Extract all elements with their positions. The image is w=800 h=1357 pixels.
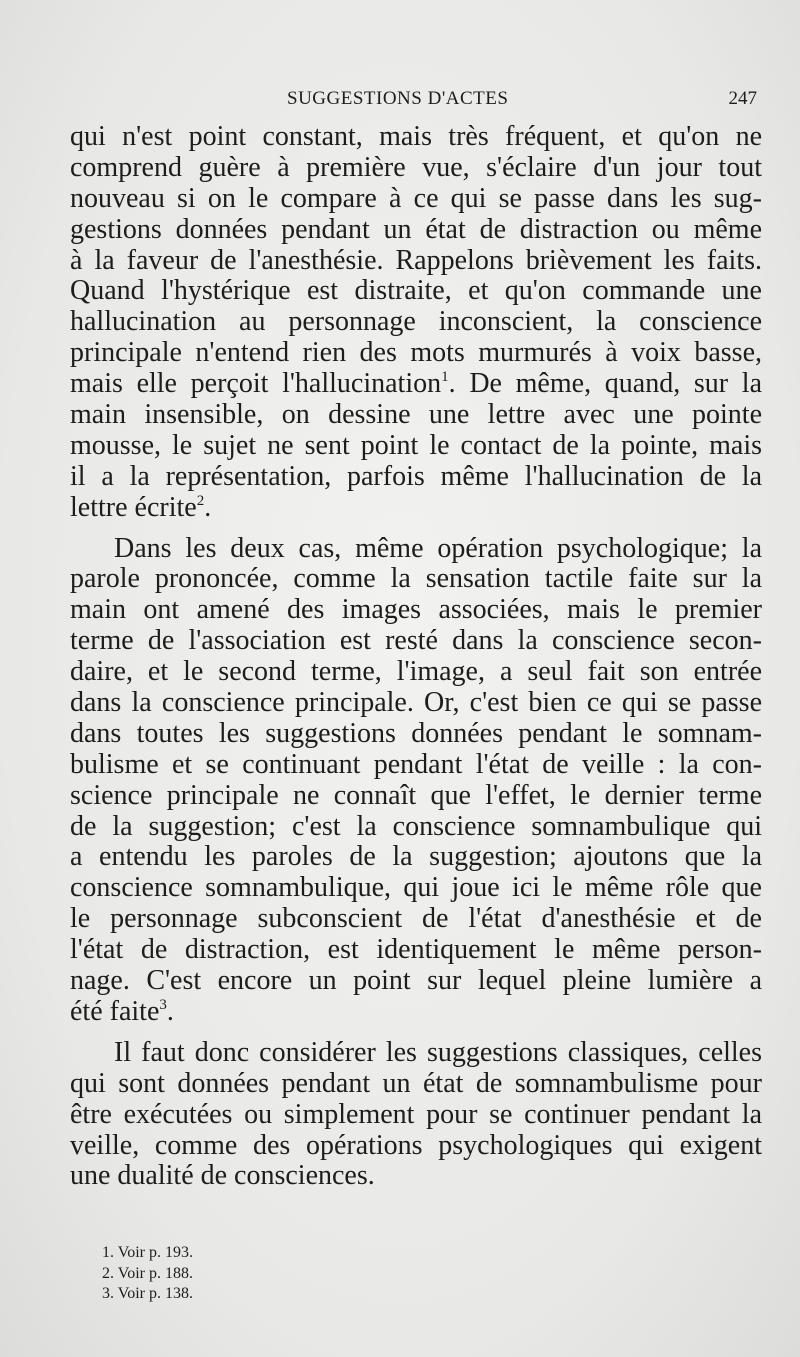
footnote-1: 1. Voir p. 193. <box>102 1244 193 1261</box>
text-line: parole prononcée, comme la sensation tactile faite sur la <box>70 563 762 595</box>
text-fragment: lettre écrite <box>70 491 197 523</box>
text-line <box>70 493 762 524</box>
text-line: nouveau si on le compare à ce qui se passe dans les sug- <box>70 182 762 214</box>
text-line: gestions données pendant un état de distraction ou même <box>70 213 762 245</box>
footnote-2: 2. Voir p. 188. <box>102 1264 193 1282</box>
page-header <box>287 88 757 114</box>
text-line: bulisme et se continuant pendant l'état de veille : la con- <box>70 748 762 780</box>
text-line: dans la conscience principale. Or, c'est bien ce qui se passe <box>70 687 762 719</box>
text-line: être exécutées ou simplement pour se continuer pendant la <box>70 1098 762 1130</box>
text-fragment: mais elle perçoit l'hallucination <box>70 368 442 400</box>
text-fragment: été faite <box>70 995 160 1027</box>
text-fragment: . <box>204 491 212 523</box>
text-line: il a la représentation, parfois même l'hallucination de la <box>70 460 762 492</box>
running-title: SUGGESTIONS D'ACTES <box>287 88 509 109</box>
footnote-3: 3. Voir p. 138. <box>102 1285 193 1302</box>
footnote-ref-2: 2 <box>196 492 205 509</box>
text-line: à la faveur de l'anesthésie. Rappelons brièvement les faits. <box>70 244 762 276</box>
text-line: comprend guère à première vue, s'éclaire d'un jour tout <box>70 151 762 183</box>
text-line: de la suggestion; c'est la conscience somnambulique qui <box>70 810 762 842</box>
text-line: principale n'entend rien des mots murmurés à voix basse, <box>70 337 762 369</box>
text-line: qui n'est point constant, mais très fréquent, et qu'on ne <box>70 121 762 152</box>
paragraph-3 <box>70 1038 762 1192</box>
text-fragment: . <box>166 995 174 1027</box>
body-text <box>70 122 762 1192</box>
footnote-ref-1: 1 <box>441 369 449 386</box>
text-line: Il faut donc considérer les suggestions classiques, celles <box>114 1036 762 1068</box>
text-line: terme de l'association est resté dans la conscience secon- <box>70 625 762 657</box>
text-line: veille, comme des opérations psychologiques qui exigent <box>70 1129 762 1161</box>
paragraph-1 <box>70 122 762 524</box>
text-line: mousse, le sujet ne sent point le contact de la pointe, mais <box>70 429 762 461</box>
text-line: une dualité de consciences. <box>70 1160 375 1192</box>
page-number: 247 <box>728 88 757 109</box>
text-line: hallucination au personnage inconscient, la conscience <box>70 306 762 338</box>
text-line: le personnage subconscient de l'état d'anesthésie et de <box>70 903 762 935</box>
text-line: nage. C'est encore un point sur lequel pleine lumière a <box>70 965 762 997</box>
text-line: Dans les deux cas, même opération psychologique; la <box>114 532 762 564</box>
text-line: l'état de distraction, est identiquement le même person- <box>70 934 762 966</box>
footnotes <box>102 1243 193 1305</box>
text-line: science principale ne connaît que l'effet, le dernier terme <box>70 779 762 811</box>
text-line: a entendu les paroles de la suggestion; ajoutons que la <box>70 841 762 873</box>
text-line: main ont amené des images associées, mais le premier <box>70 594 762 626</box>
text-line: qui sont données pendant un état de somnambulisme pour <box>70 1067 762 1099</box>
text-line: dans toutes les suggestions données pendant le somnam- <box>70 717 762 749</box>
paragraph-2 <box>70 534 762 1028</box>
text-line: conscience somnambulique, qui joue ici le même rôle que <box>70 872 762 904</box>
text-line: main insensible, on dessine une lettre avec une pointe <box>70 399 762 431</box>
text-fragment: . De même, quand, sur la <box>448 368 762 400</box>
text-line: Quand l'hystérique est distraite, et qu'on commande une <box>70 275 762 307</box>
text-line <box>70 997 762 1028</box>
text-line: daire, et le second terme, l'image, a seul fait son entrée <box>70 656 762 688</box>
footnote-ref-3: 3 <box>159 996 167 1013</box>
text-line <box>70 369 762 400</box>
